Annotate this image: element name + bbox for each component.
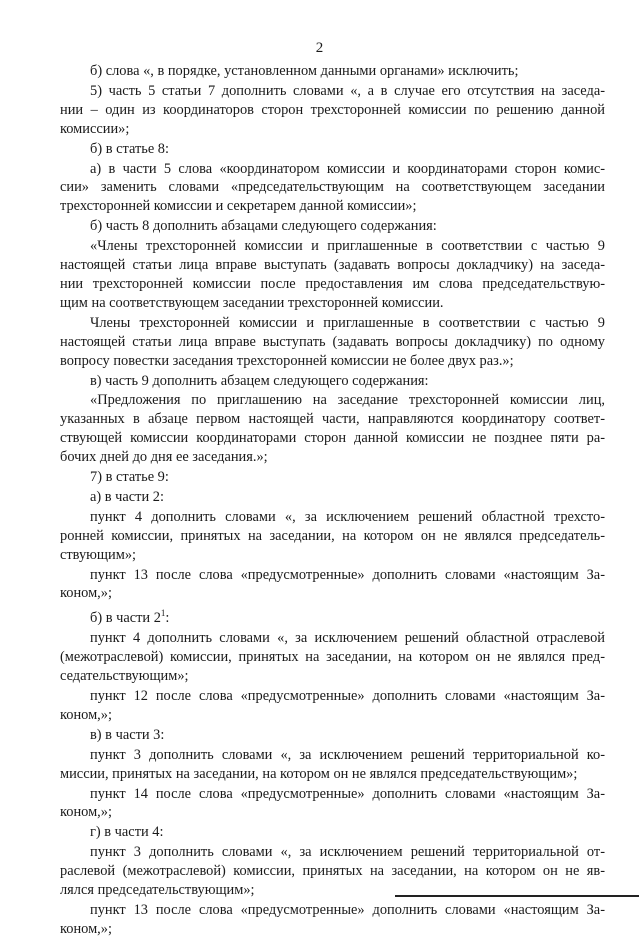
text-line: (межотраслевой) комиссии, принятых на заседании, на котором он не являлся пред-	[60, 649, 605, 666]
text-line: «Предложения по приглашению на заседание трехсторонней комиссии лиц,	[90, 392, 605, 409]
text-line: 7) в статье 9:	[90, 469, 169, 486]
text-line: указанных в абзаце первом настоящей части, направляются координатору соответ-	[60, 411, 605, 428]
text-line: миссии, принятых на заседании, на котором он не являлся председательствующим»;	[60, 765, 578, 782]
text-line: пункт 12 после слова «предусмотренные» дополнить словами «настоящим За-	[90, 688, 605, 704]
text-line: коном,»;	[60, 920, 112, 937]
text-line: 5) часть 5 статьи 7 дополнить словами «, а в случае его отсутствия на заседа-	[90, 82, 605, 99]
text-fragment: б) в части 2	[90, 610, 161, 627]
superscript: 1	[160, 608, 166, 619]
paragraph	[60, 901, 605, 939]
text-line: пункт 13 после слова «предусмотренные» дополнить словами «настоящим За-	[90, 901, 605, 918]
paragraph	[60, 62, 605, 81]
paragraph	[60, 140, 605, 159]
text-line: Члены трехсторонней комиссии и приглашенные в соответствии с частью 9	[90, 314, 605, 331]
text-line: в) часть 9 дополнить абзацем следующего содержания:	[90, 372, 429, 389]
text-line: щим на соответствующем заседании трехсторонней комиссии.	[60, 294, 444, 311]
text-line: коном,»;	[60, 585, 112, 602]
text-line: г) в части 4:	[90, 824, 164, 841]
paragraph	[60, 508, 605, 565]
text-line: нии трехсторонней комиссии после предоставления им слова председательствую-	[60, 275, 605, 292]
text-line: пункт 3 дополнить словами «, за исключением решений территориальной от-	[90, 844, 605, 861]
paragraph	[60, 391, 605, 467]
text-line: пункт 3 дополнить словами «, за исключением решений территориальной ко-	[90, 746, 605, 763]
footer-rule	[395, 895, 639, 897]
text-line: пункт 4 дополнить словами «, за исключением решений областной отраслевой	[90, 630, 605, 647]
paragraph	[60, 604, 605, 628]
text-line: ронней комиссии, принятых на заседании, на котором он не являлся председатель-	[60, 527, 605, 544]
paragraph	[60, 160, 605, 217]
paragraph	[60, 82, 605, 139]
paragraph	[60, 629, 605, 686]
text-line: сии» заменить словами «председательствующим на соответствующем заседании	[60, 179, 605, 196]
text-line: комиссии»;	[60, 120, 130, 137]
paragraph	[60, 823, 605, 842]
text-line: лялся председательствующим»;	[60, 882, 255, 899]
paragraph	[60, 217, 605, 236]
paragraph	[60, 726, 605, 745]
paragraph	[60, 468, 605, 487]
text-line: «Члены трехсторонней комиссии и приглашенные в соответствии с частью 9	[90, 238, 605, 255]
document-body	[60, 62, 605, 940]
text-line: а) в части 5 слова «координатором комиссии и координаторами сторон комис-	[90, 160, 605, 177]
text-line: пункт 14 после слова «предусмотренные» дополнить словами «настоящим За-	[90, 785, 605, 802]
text-line: ствующим»;	[60, 546, 137, 563]
page-number: 2	[315, 40, 324, 56]
text-line: бочих дней до дня ее заседания.»;	[60, 449, 268, 466]
paragraph	[60, 237, 605, 313]
paragraph	[60, 843, 605, 900]
text-line: настоящей статьи лица вправе выступать (задавать вопросы докладчику) по одному	[60, 333, 605, 350]
text-line: трехсторонней комиссии и секретарем данной комиссии»;	[60, 198, 417, 215]
text-line: нии – один из координаторов сторон трехсторонней комиссии по решению данной	[60, 101, 605, 118]
paragraph	[60, 687, 605, 725]
text-line: б) часть 8 дополнить абзацами следующего содержания:	[90, 218, 437, 235]
text-line: в) в части 3:	[90, 726, 165, 743]
text-line: ствующей комиссии координаторами сторон данной комиссии не позднее пяти ра-	[60, 430, 605, 447]
text-line: б) в статье 8:	[90, 140, 170, 157]
text-fragment: :	[165, 610, 170, 627]
text-line: коном,»;	[60, 706, 112, 723]
text-line: седательствующим»;	[60, 668, 189, 685]
text-line: вопросу повестки заседания трехсторонней комиссии не более двух раз.»;	[60, 352, 514, 369]
paragraph	[60, 785, 605, 823]
paragraph	[60, 746, 605, 784]
paragraph	[60, 566, 605, 604]
text-line: коном,»;	[60, 804, 112, 821]
text-line: а) в части 2:	[90, 488, 164, 505]
paragraph	[60, 488, 605, 507]
text-line: пункт 4 дополнить словами «, за исключением решений областной трехсто-	[90, 508, 605, 525]
text-line	[60, 604, 605, 628]
text-line: пункт 13 после слова «предусмотренные» дополнить словами «настоящим За-	[90, 566, 605, 583]
text-line: б) слова «, в порядке, установленном данными органами» исключить;	[90, 63, 519, 79]
paragraph	[60, 372, 605, 391]
text-line: раслевой (межотраслевой) комиссии, принятых на заседании, на котором он не яв-	[60, 863, 605, 880]
text-line: настоящей статьи лица вправе выступать (задавать вопросы докладчику) на заседа-	[60, 257, 605, 274]
paragraph	[60, 314, 605, 371]
